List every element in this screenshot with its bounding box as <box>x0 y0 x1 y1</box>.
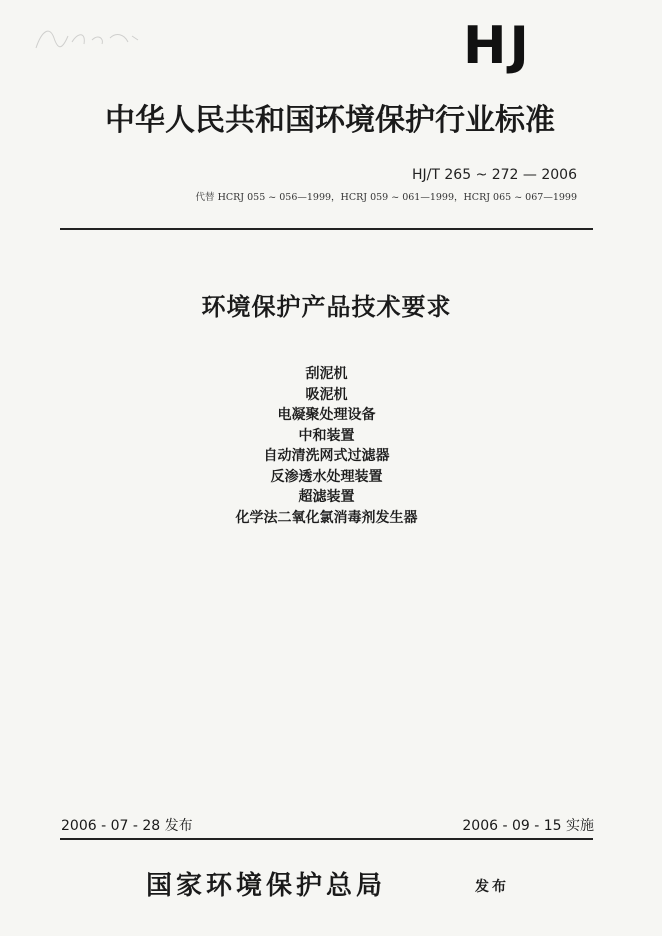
standard-organization-title: 中华人民共和国环境保护行业标准 <box>105 103 555 138</box>
product-list <box>60 364 593 528</box>
implementation-date: 2006 - 09 - 15 实施 <box>462 818 594 834</box>
document-title: 环境保护产品技术要求 <box>201 293 452 321</box>
issue-date: 2006 - 07 - 28 发布 <box>61 818 193 834</box>
bottom-divider <box>60 838 593 840</box>
product-item: 刮泥机 <box>305 366 348 382</box>
publish-label: 发布 <box>475 879 509 895</box>
product-item: 超滤装置 <box>298 489 355 505</box>
publisher-name: 国家环境保护总局 <box>146 871 387 901</box>
product-item: 反渗透水处理装置 <box>270 468 383 485</box>
product-item: 自动清洗网式过滤器 <box>263 448 390 464</box>
standard-code: HJ/T 265 ~ 272 — 2006 <box>412 167 577 183</box>
product-item: 中和装置 <box>298 427 355 444</box>
replaces-standards: 代替 HCRJ 055 ~ 056—1999，HCRJ 059 ~ 061—1999，HCRJ 065 ~ 067—1999 <box>195 192 577 203</box>
hj-logo: HJ <box>463 16 532 76</box>
product-item: 电凝聚处理设备 <box>277 407 376 423</box>
handwritten-scan-mark <box>32 20 142 56</box>
product-item: 化学法二氧化氯消毒剂发生器 <box>235 509 418 526</box>
top-divider <box>60 228 593 230</box>
product-item: 吸泥机 <box>305 386 348 403</box>
